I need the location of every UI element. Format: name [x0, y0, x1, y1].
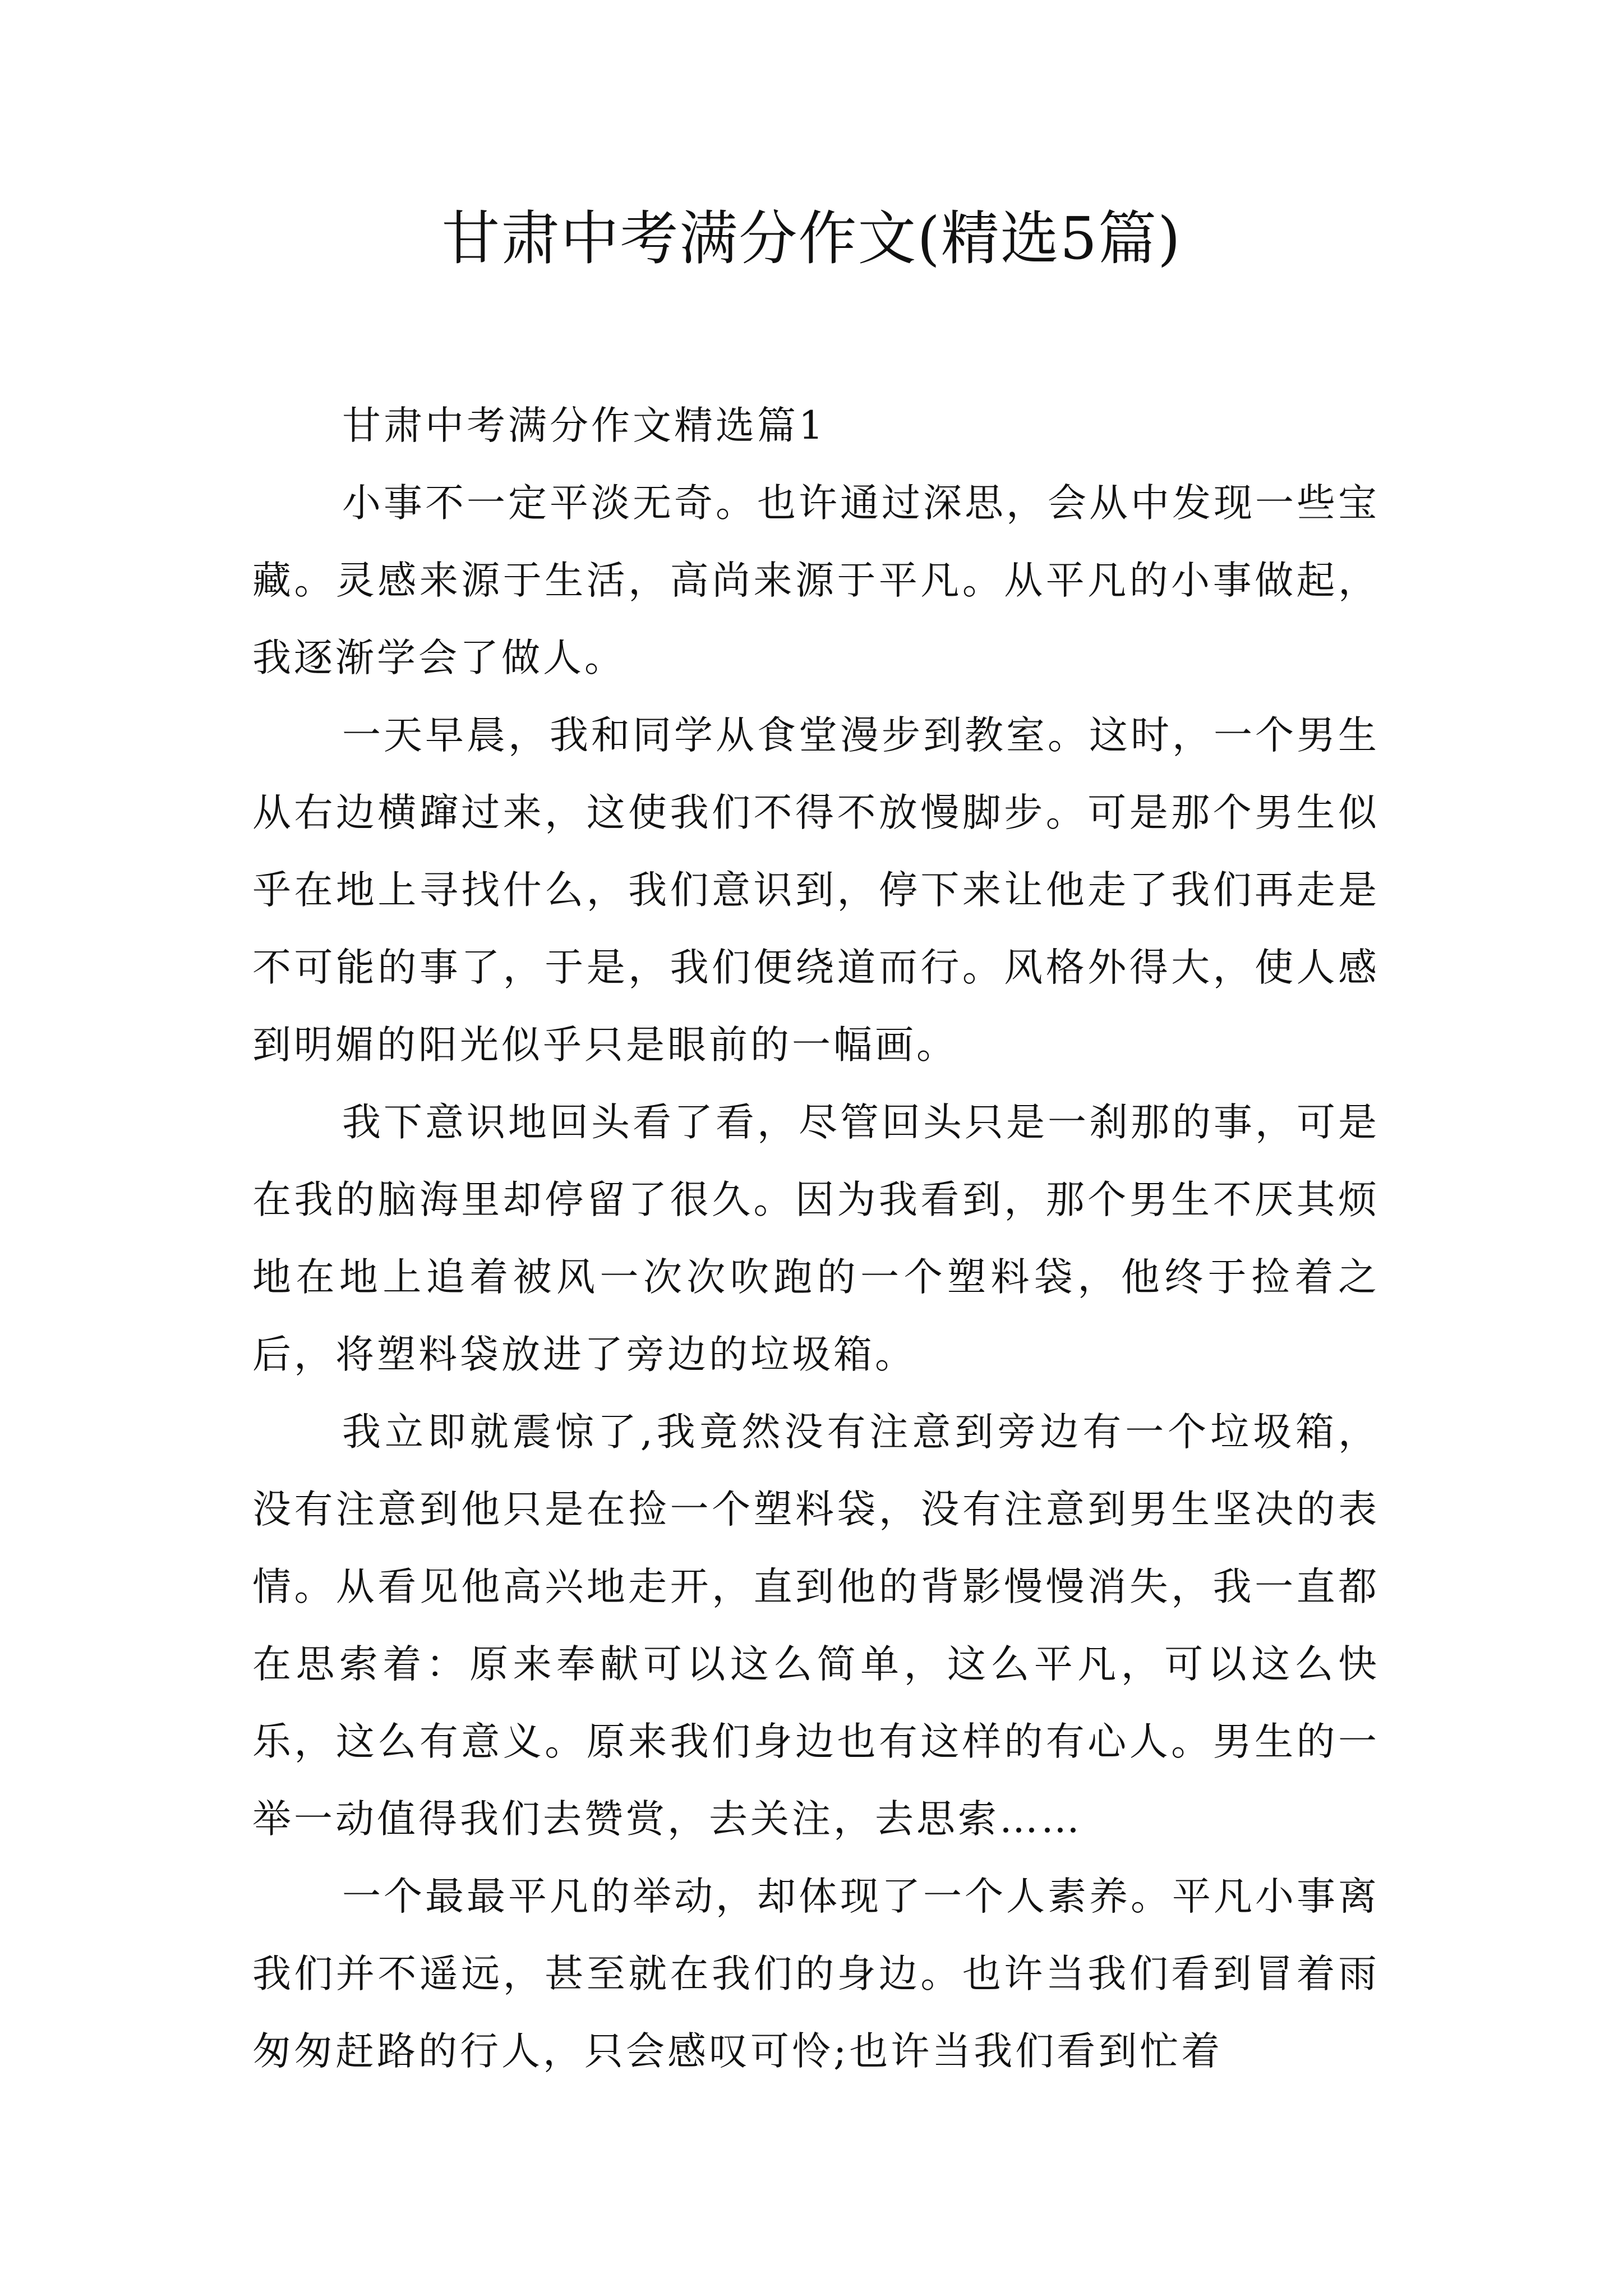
section-heading: 甘肃中考满分作文精选篇1 — [342, 403, 826, 448]
paragraph: 小事不一定平淡无奇。也许通过深思，会从中发现一些宝藏。灵感来源于生活，高尚来源于平凡。从平凡的小事做起，我逐渐学会了做人。 — [252, 481, 1380, 680]
document-body — [252, 387, 1380, 2090]
paragraph: 一个最最平凡的举动，却体现了一个人素养。平凡小事离我们并不遥远，甚至就在我们的身边。也许当我们看到冒着雨匆匆赶路的行人，只会感叹可怜;也许当我们看到忙着 — [252, 1874, 1380, 2074]
paragraph: 我立即就震惊了,我竟然没有注意到旁边有一个垃圾箱，没有注意到他只是在捡一个塑料袋，没有注意到男生坚决的表情。从看见他高兴地走开，直到他的背影慢慢消失，我一直都在思索着：原来奉献可以这么简单，这么平凡，可以这么快乐，这么有意义。原来我们身边也有这样的有心人。男生的一举一动值得我们去赞赏，去关注，去思索…… — [252, 1410, 1380, 1842]
document-title: 甘肃中考满分作文(精选5篇) — [441, 204, 1182, 273]
paragraph: 我下意识地回头看了看，尽管回头只是一刹那的事，可是在我的脑海里却停留了很久。因为我看到，那个男生不厌其烦地在地上追着被风一次次吹跑的一个塑料袋，他终于捡着之后，将塑料袋放进了旁边的垃圾箱。 — [252, 1100, 1380, 1377]
paragraph: 一天早晨，我和同学从食堂漫步到教室。这时，一个男生从右边横蹿过来，这使我们不得不放慢脚步。可是那个男生似乎在地上寻找什么，我们意识到，停下来让他走了我们再走是不可能的事了，于是，我们便绕道而行。风格外得大，使人感到明媚的阳光似乎只是眼前的一幅画。 — [252, 713, 1380, 1068]
